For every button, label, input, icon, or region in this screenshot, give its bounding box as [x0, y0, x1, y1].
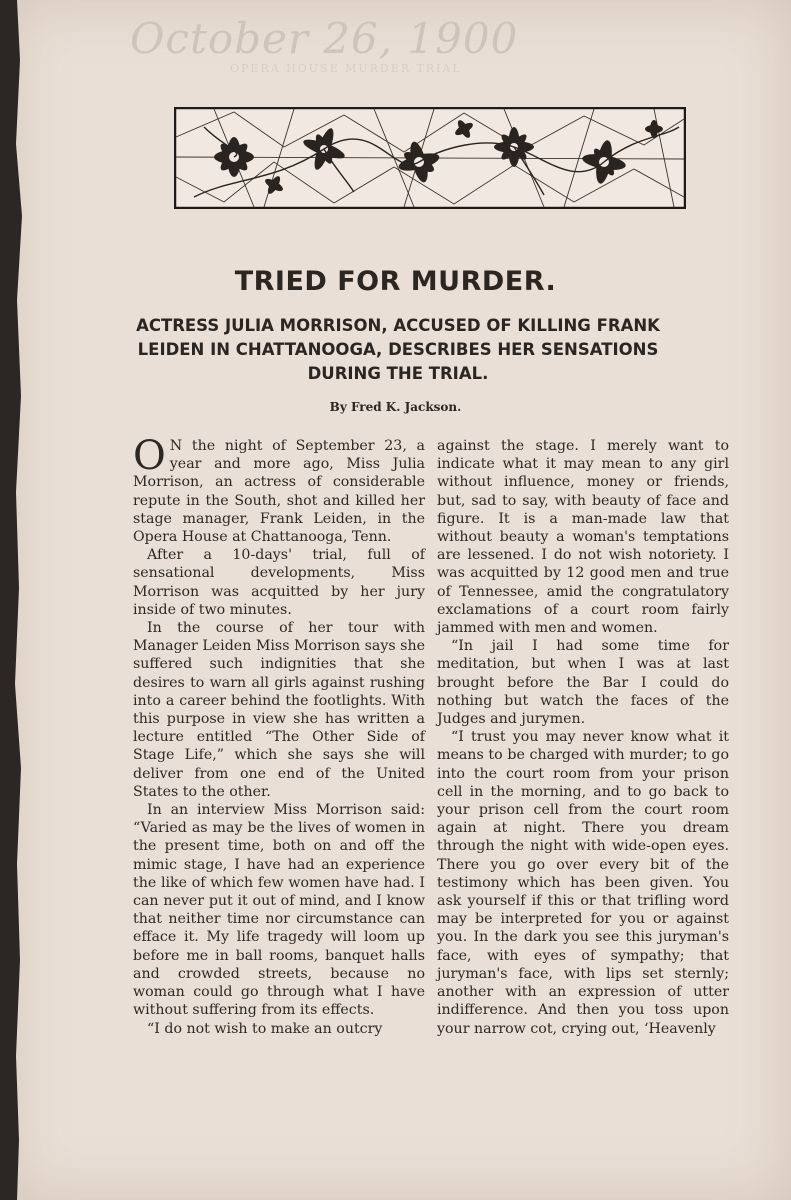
handwritten-date: October 26, 1900 — [130, 14, 519, 63]
torn-left-edge — [8, 0, 28, 1200]
article-column-right — [437, 437, 729, 1038]
paragraph: “I do not wish to make an outcry — [147, 1020, 383, 1037]
article-byline: By Fred K. Jackson. — [329, 400, 462, 414]
paragraph: In the course of her tour with Manager Leiden Miss Morrison says she suffered such indignities that she desires to warn all girls against rushing into a career behind the footlights. With this purpose in view she has written a lecture entitled “The Other Side of Stage Life,” which she says she will deliver from one end of the United States to the other. — [133, 620, 425, 800]
paragraph: In an interview Miss Morrison said: “Varied as may be the lives of women in the present time, both on and off the mimic stage, I have had an experience the like of which few women have had. I can never put it out of mind, and I know that neither time nor circumstance can efface it. My life tragedy will loom up before me in ball rooms, banquet halls and crowded streets, because no woman could go through what I have without suffering from its effects. — [133, 802, 425, 1019]
article-title: TRIED FOR MURDER. — [234, 266, 557, 297]
paragraph: “I trust you may never know what it means to be charged with murder; to go into the court room from your prison cell in the morning, and to go back to your prison cell from the court room again at night. There you dream through the night with wide-open eyes. There you go over every bit of the testimony which has been given. You ask yourself if this or that trifling word may be interpreted for you or against you. In the dark you see this juryman's face, with eyes of sympathy; that juryman's face, with lips set sternly; another with an expression of utter indifference. And then you toss upon your narrow cot, crying out, ‘Heavenly — [437, 729, 729, 1037]
paragraph: against the stage. I merely want to indicate what it may mean to any girl without influence, money or friends, but, sad to say, with beauty of face and figure. It is a man-made law that without beauty a woman's temptations are lessened. I do not wish notoriety. I was acquitted by 12 good men and true of Tennessee, amid the congratulatory exclamations of a court room fairly jammed with men and women. — [437, 438, 729, 637]
paragraph: “In jail I had some time for meditation, but when I was at last brought before the Bar I could do nothing but watch the faces of the Judges and jurymen. — [437, 638, 729, 728]
faded-running-header: OPERA HOUSE MURDER TRIAL — [230, 62, 462, 75]
paragraph — [133, 433, 425, 546]
paragraph: After a 10-days' trial, full of sensational developments, Miss Morrison was acquitted by her jury inside of two minutes. — [133, 547, 425, 618]
floral-banner-illustration — [174, 107, 686, 209]
article-column-left — [133, 433, 425, 1038]
drop-cap: O — [133, 433, 166, 479]
paragraph-text: N the night of September 23, a year and more ago, Miss Julia Morrison, an actress of considerable repute in the South, shot and killed her stage manager, Frank Leiden, in the Opera House at Chattanooga, Tenn. — [133, 438, 425, 546]
article-subtitle: ACTRESS JULIA MORRISON, ACCUSED OF KILLING FRANK LEIDEN IN CHATTANOOGA, DESCRIBES HER SENSATIONS DURING THE TRIAL. — [136, 316, 660, 383]
